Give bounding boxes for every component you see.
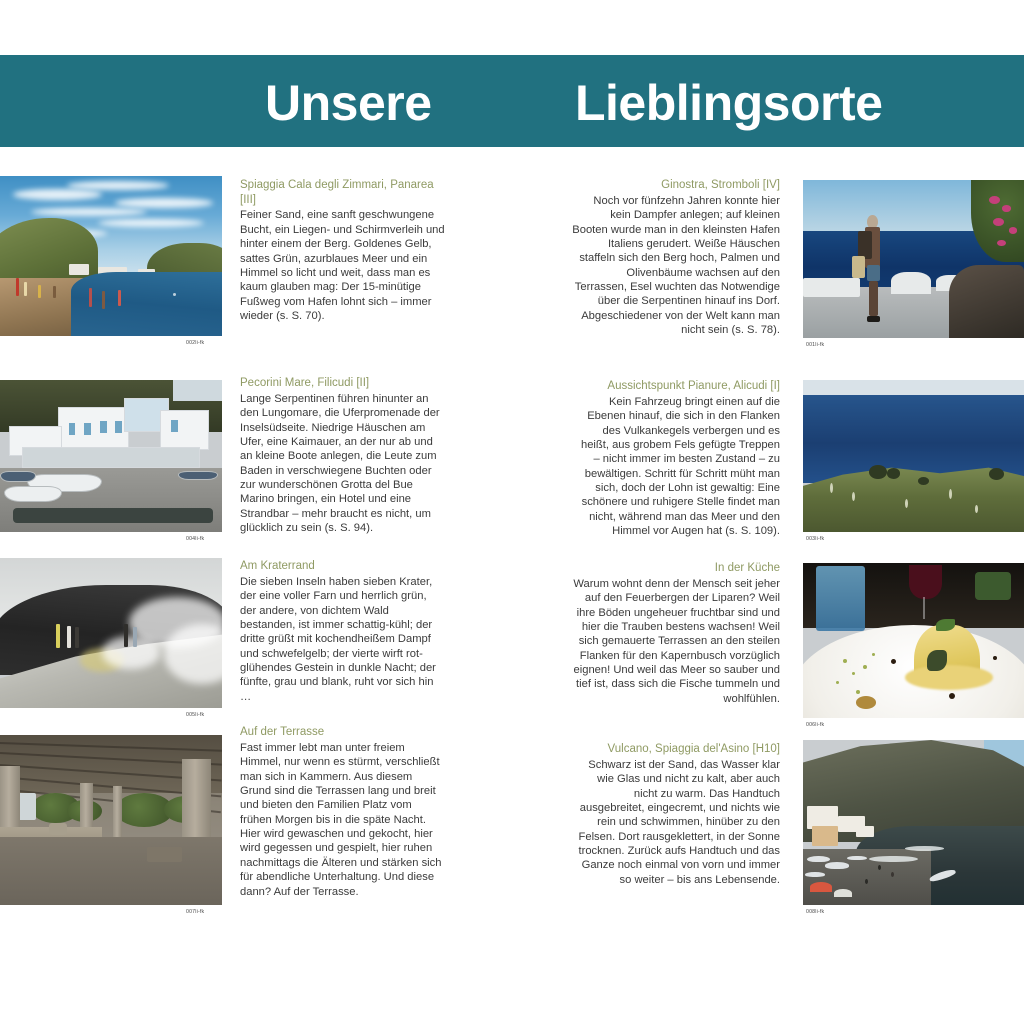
- entry-title: Pecorini Mare, Filicudi [II]: [240, 377, 370, 389]
- entry-title: Am Kraterrand: [240, 560, 315, 572]
- entry-title: Vulcano, Spiaggia del'Asino [H10]: [607, 743, 780, 755]
- page-header-banner: [0, 55, 1024, 147]
- entry-title: Spiaggia Cala degli Zimmari, Panarea [III]: [240, 179, 434, 206]
- entry-body: Lange Serpentinen führen hinunter an den Lungomare, die Uferpromenade der Inselsüdseite. Niedrige Häuschen am Ufer, eine Kaimauer, an der nur ab und an kleine Boote anlegen, die Leute zum Baden in verschwiegene Buchten oder zur wunderschönen Grotta del Bue Marino bringen, ein Hotel und eine Strandbar – mehr braucht es nicht, um glücklich zu sein (s. S. 94).: [240, 392, 440, 535]
- entry-text-pecorini: [240, 376, 445, 536]
- entry-text-kraterrand: [240, 559, 445, 704]
- entry-body: Schwarz ist der Sand, das Wasser klar wie Glas und nicht zu kalt, aber auch nicht zu warm. Das Handtuch ausgebreitet, eingecremt, und nichts wie rein und schwimmen, hinüber zu den Felsen. Dort rausgeklettert, in der Sonne trocknen. Zurück aufs Handtuch und das Ganze noch einmal von vorn und immer so weiter – bis ans Lebensende.: [578, 758, 780, 886]
- entry-body: Fast immer lebt man unter freiem Himmel, nur wenn es stürmt, verschließt man sich in Kammern. Aus diesem Grund sind die Terrassen lang und breit und bieten den Familien Platz vom frühen Morgen bis in die späte Nacht. Hier wird gewaschen und gekocht, hier wird gegessen und gespielt, hier ruhen nachmittags die Älteren und stärken sich für abendliche Unterhaltung. Und diese dann? Auf der Terrasse.: [240, 741, 442, 898]
- plated-food-photo: [803, 563, 1024, 718]
- hiker-sea-view-photo: [803, 180, 1024, 338]
- entry-text-terrasse: [240, 725, 445, 899]
- entry-text-pianure: [572, 379, 780, 539]
- entry-text-zimmari: [240, 178, 445, 324]
- entry-text-ginostra: [572, 178, 780, 338]
- entry-title: In der Küche: [714, 562, 780, 574]
- photo-credit: 002li-fk: [186, 340, 205, 346]
- photo-credit: 006li-fk: [806, 722, 825, 728]
- entry-title: Aussichtspunkt Pianure, Alicudi [I]: [607, 380, 780, 392]
- entry-text-vulcano: [572, 742, 780, 887]
- photo-credit: 003li-fk: [806, 536, 825, 542]
- photo-credit: 008li-fk: [806, 909, 825, 915]
- photo-credit: 005li-fk: [186, 712, 205, 718]
- ridge-sea-photo: [803, 380, 1024, 532]
- crater-rim-photo: [0, 558, 222, 708]
- entry-title: Ginostra, Stromboli [IV]: [661, 179, 780, 191]
- entry-body: Feiner Sand, eine sanft geschwungene Bucht, ein Liegen- und Schirmverleih und hinter einem der Berg. Goldenes Gelb, sattes Grün, azurblaues Meer und ein Himmel so licht und weit, dass man es kaum glauben mag: Der 15-minütige Fußweg vom Hafen lohnt sich – immer wieder (s. S. 70).: [240, 209, 445, 323]
- entry-body: Kein Fahrzeug bringt einen auf die Ebenen hinauf, die sich in den Flanken des Vulkankegels verbergen und es heißt, aus grobem Fels gefügte Treppen – nicht immer im besten Zustand – zu bewältigen. Schritt für Schritt müht man sich, doch der Lohn ist gewaltig: Eine schönere und ruhigere Stelle findet man nicht, während man das Meer und den Himmel vor Augen hat (s. S. 109).: [580, 395, 780, 538]
- terrace-pergola-photo: [0, 735, 222, 905]
- entry-body: Noch vor fünfzehn Jahren konnte hier kein Dampfer anlegen; auf kleinen Booten wurde man in den kleinsten Hafen Italiens gerudert. Weiße Häuschen staffeln sich den Berg hoch, Palmen und Olivenbäume wachsen auf den Terrassen, Esel wuchten das Notwendige über die Serpentinen hinauf ins Dorf. Abgeschiedener von der Welt kann man nicht sein (s. S. 78).: [572, 194, 780, 337]
- entry-text-kueche: [572, 561, 780, 706]
- harbour-village-photo: [0, 380, 222, 532]
- photo-credit: 004li-fk: [186, 536, 205, 542]
- photo-credit: 007li-fk: [186, 909, 205, 915]
- entry-body: Warum wohnt denn der Mensch seit jeher auf den Feuerbergen der Liparen? Weil ihre Böden ungeheuer fruchtbar sind und hier die Trauben bestens wachsen! Weil sich gemauerte Terrassen an den steilen Flanken für den Kapernbusch vorzüglich eignen! Und weil das Meer so sauber und tief ist, dass sich die Fische tummeln und wohlfühlen.: [573, 577, 780, 705]
- black-sand-bay-photo: [803, 740, 1024, 905]
- beach-cove-photo: [0, 176, 222, 336]
- entry-title: Auf der Terrasse: [240, 726, 325, 738]
- entry-body: Die sieben Inseln haben sieben Krater, der eine voller Farn und herrlich grün, der andere, von dichtem Wald bestanden, ist immer schattig-kühl; der dritte grüßt mit kochendheißem Dampf und schwefelgelb; der vierte wirft rot-glühendes Gestein in dunkle Nacht; der fünfte, grau und blank, ruht vor sich hin …: [240, 575, 436, 703]
- photo-credit: 001li-fk: [806, 342, 825, 348]
- page-title-left: Unsere: [265, 75, 432, 131]
- page-title-right: Lieblingsorte: [575, 75, 883, 131]
